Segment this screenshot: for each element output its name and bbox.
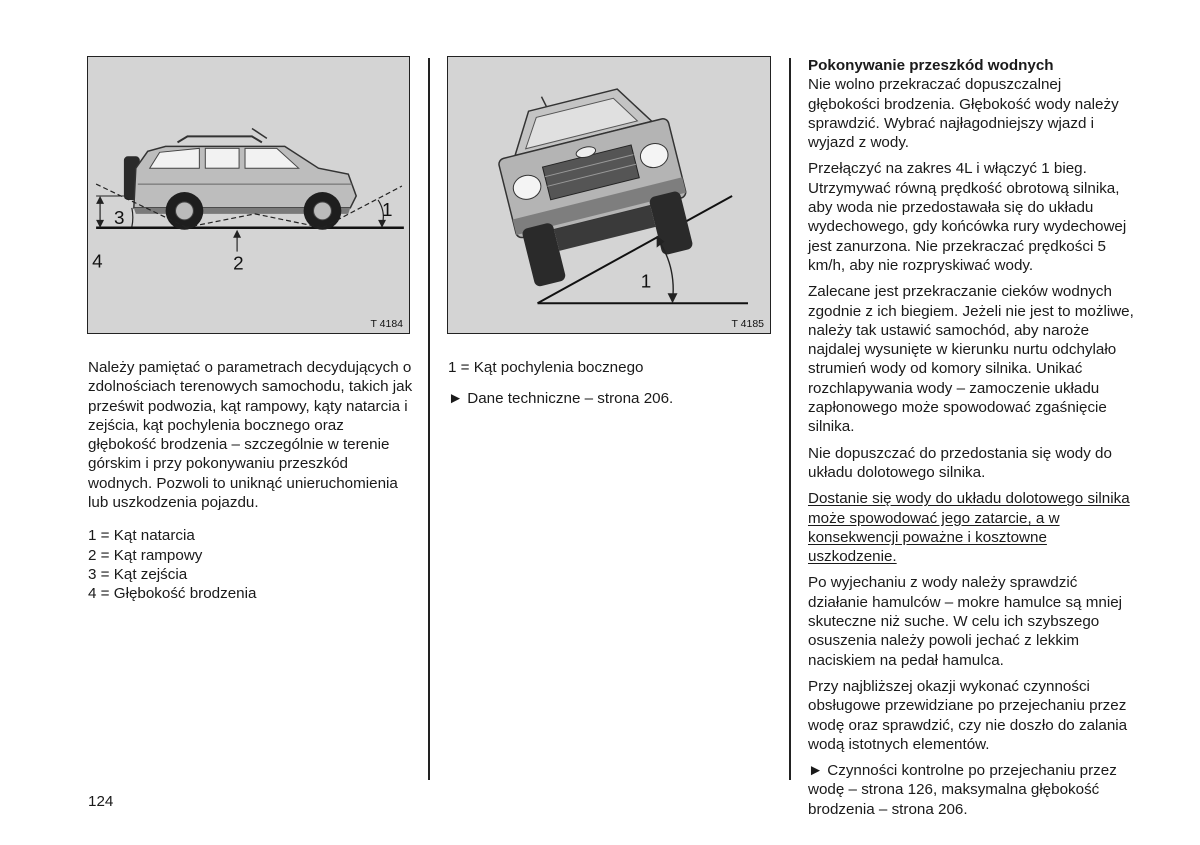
column-2-text: [448, 358, 774, 416]
figure-code: T 4184: [370, 318, 403, 330]
side-view-illustration: [88, 57, 409, 333]
figure-code: T 4185: [731, 318, 764, 330]
paragraph: Przełączyć na zakres 4L i włączyć 1 bieg. Utrzymywać równą prędkość obrotową silnika, aby woda nie przedostawała się do układu wydechowego, gdy końcówka rury wydechowej jest zanurzona. Nie przekraczać prędkości 5 km/h, aby nie rozpryskiwać wody.: [808, 160, 1127, 274]
side-label-2: 2: [233, 252, 244, 274]
side-label-3: 3: [113, 206, 125, 228]
paragraph: Nie wolno przekraczać dopuszczalnej głębokości brodzenia. Głębokość wody należy sprawdzić. Wybrać najłagodniejszy wjazd i wyjazd z wody.: [808, 76, 1119, 152]
paragraph: Po wyjechaniu z wody należy sprawdzić działanie hamulców – mokre hamulce są mniej skuteczne niż suche. W celu ich szybszego osuszenia należy powoli jechać z lekkim naciskiem na pedał hamulca.: [808, 574, 1123, 669]
cross-reference-link[interactable]: ► Dane techniczne – strona 206.: [448, 390, 674, 408]
angle-legend: [88, 526, 414, 603]
section-heading: Pokonywanie przeszkód wodnych: [808, 57, 1054, 74]
figure-front-view: [447, 56, 771, 334]
paragraph: Zalecane jest przekraczanie cieków wodnych zgodnie z ich biegiem. Jeżeli nie jest to możliwe, należy tak ustawić samochód, aby naroże najdalej wysunięte w kierunku nurtu odchylało strumień wody od komory silnika. Unikać rozchlapywania wody – zamoczenie układu zapłonowego może spowodować zgaśnięcie silnika.: [808, 283, 1134, 436]
legend-item: 2 = Kąt rampowy: [88, 546, 203, 564]
paragraph: Przy najbliższej okazji wykonać czynności obsługowe przewidziane po przejechaniu przez wodę oraz sprawdzić, czy nie doszło do zalania wodą istotnych elementów.: [808, 677, 1128, 753]
front-label-1: 1: [640, 270, 652, 292]
column-divider: [789, 58, 791, 780]
column-3-text: [808, 56, 1134, 826]
legend-item: 3 = Kąt zejścia: [88, 565, 188, 583]
figure-side-view: [87, 56, 410, 334]
side-label-4: 4: [92, 250, 103, 272]
side-label-1: 1: [382, 198, 393, 220]
page-number: 124: [88, 793, 114, 810]
intro-paragraph: Należy pamiętać o parametrach decydujących o zdolnościach terenowych samochodu, takich jak prześwit podwozia, kąt rampowy, kąty natarcia i zejścia, kąt pochylenia bocznego oraz głębokość brodzenia – szczególnie w terenie górskim i przy pokonywaniu przeszkód wodnych. Pozwoli to uniknąć unieruchomienia lub uszkodzenia pojazdu.: [88, 359, 413, 512]
column-1-text: [88, 358, 414, 604]
legend-item: 1 = Kąt natarcia: [88, 527, 195, 545]
warning-paragraph: Dostanie się wody do układu dolotowego silnika może spowodować jego zatarcie, a w konsekwencji poważne i kosztowne uszkodzenie.: [808, 490, 1130, 566]
legend-item: 4 = Głębokość brodzenia: [88, 585, 257, 603]
cross-reference-link[interactable]: ► Czynności kontrolne po przejechaniu przez wodę – strona 126, maksymalna głębokość brodzenia – strona 206.: [808, 762, 1117, 818]
front-view-illustration: [448, 57, 770, 333]
side-tilt-legend: [448, 358, 774, 377]
column-divider: [428, 58, 430, 780]
legend-item: 1 = Kąt pochylenia bocznego: [448, 359, 644, 376]
paragraph: Nie dopuszczać do przedostania się wody do układu dolotowego silnika.: [808, 444, 1112, 481]
